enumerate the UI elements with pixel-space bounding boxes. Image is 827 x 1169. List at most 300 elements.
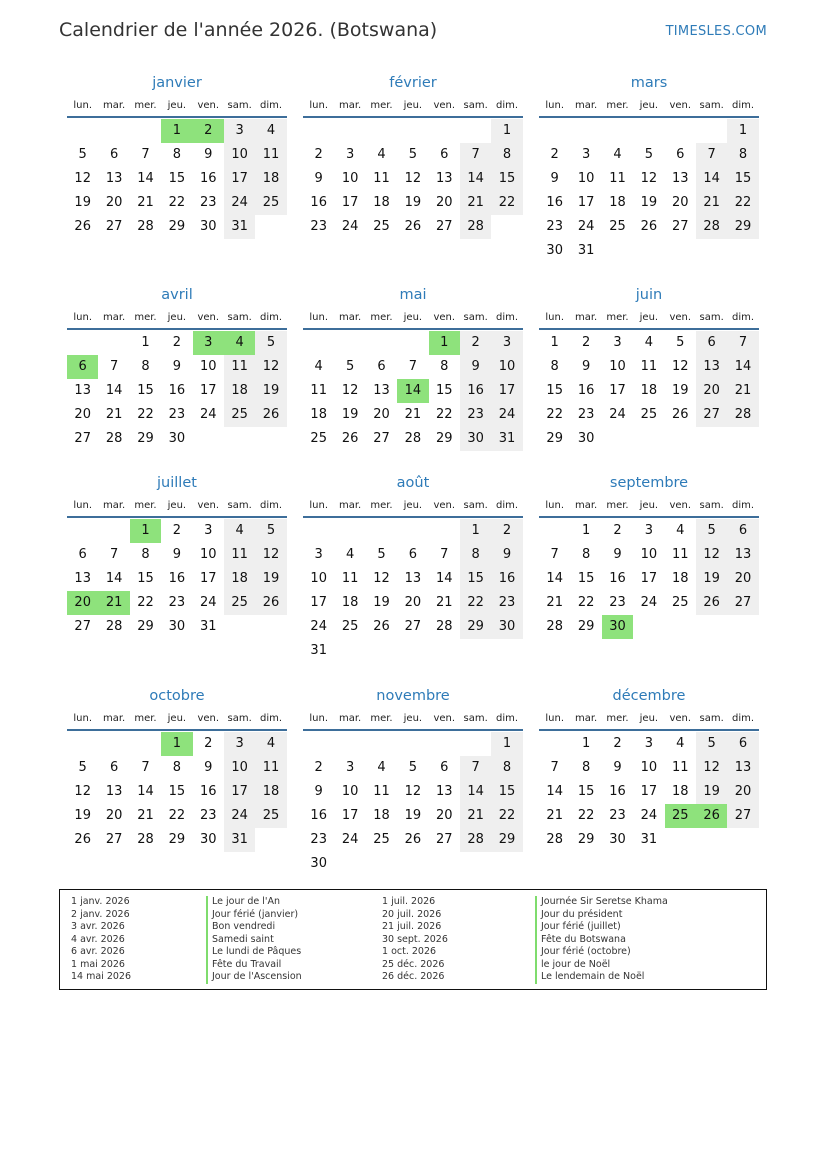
day-cell: 23 xyxy=(546,219,563,234)
day-cell: 3 xyxy=(345,760,355,775)
day-cell: 13 xyxy=(727,543,758,567)
month-name: janvier xyxy=(152,75,202,91)
day-cell: 1 xyxy=(460,519,491,543)
day-cell: 13 xyxy=(671,171,689,186)
day-cell: 11 xyxy=(310,383,327,398)
day-cell: 1 xyxy=(491,732,522,756)
weekday-header xyxy=(67,496,287,518)
holiday-day-cell: 30 xyxy=(602,615,633,639)
day-cell: 27 xyxy=(404,619,422,634)
holiday-day-cell: 4 xyxy=(224,331,255,355)
day-cell: 5 xyxy=(676,335,685,350)
day-cell: 5 xyxy=(255,331,286,355)
day-cell: 26 xyxy=(640,219,658,234)
day-cell: 25 xyxy=(671,595,689,610)
day-cell: 19 xyxy=(696,780,727,804)
day-cell: 29 xyxy=(491,828,522,852)
weekday-header xyxy=(539,709,759,731)
weekday-label: jeu. xyxy=(167,713,187,724)
day-cell: 14 xyxy=(105,383,123,398)
legend-holiday-name: Journée Sir Seretse Khama xyxy=(535,896,668,909)
day-cell: 12 xyxy=(671,359,689,374)
empty-cell xyxy=(67,519,98,543)
day-cell: 9 xyxy=(314,784,323,799)
day-cell: 21 xyxy=(137,195,154,210)
day-grid xyxy=(539,118,759,263)
day-grid xyxy=(539,518,759,639)
day-cell: 23 xyxy=(491,591,522,615)
day-cell: 21 xyxy=(460,804,491,828)
day-cell: 1 xyxy=(141,335,150,350)
day-cell: 4 xyxy=(255,732,286,756)
day-cell: 30 xyxy=(168,431,186,446)
day-cell: 18 xyxy=(310,407,327,422)
weekday-label: ven. xyxy=(669,312,692,323)
day-cell: 2 xyxy=(172,523,181,538)
day-cell: 12 xyxy=(696,756,727,780)
day-cell: 25 xyxy=(341,619,359,634)
weekday-label: lun. xyxy=(545,500,565,511)
month-12 xyxy=(539,683,759,852)
weekday-label: dim. xyxy=(260,500,283,511)
day-cell: 18 xyxy=(373,808,390,823)
month-10 xyxy=(67,683,287,852)
legend-holiday-name: Le lendemain de Noël xyxy=(535,971,668,984)
weekday-label: jeu. xyxy=(167,100,187,111)
day-cell: 30 xyxy=(609,832,626,847)
weekday-label: lun. xyxy=(73,500,93,511)
empty-cell xyxy=(460,119,491,143)
empty-cell xyxy=(130,119,161,143)
weekday-label: jeu. xyxy=(639,312,659,323)
day-cell: 29 xyxy=(435,431,453,446)
day-cell: 11 xyxy=(640,359,658,374)
holiday-day-cell: 1 xyxy=(130,519,161,543)
legend-date: 1 oct. 2026 xyxy=(382,946,437,957)
day-cell: 15 xyxy=(460,567,491,591)
day-cell: 14 xyxy=(460,780,491,804)
day-cell: 8 xyxy=(581,547,591,562)
day-cell: 22 xyxy=(727,191,758,215)
day-cell: 20 xyxy=(435,195,453,210)
day-cell: 17 xyxy=(577,195,595,210)
day-cell: 24 xyxy=(341,219,359,234)
legend-holiday-name: Jour du président xyxy=(535,909,668,922)
weekday-label: mer. xyxy=(370,312,393,323)
day-cell: 31 xyxy=(199,619,217,634)
weekday-label: sam. xyxy=(463,500,488,511)
day-cell: 14 xyxy=(546,784,563,799)
day-cell: 29 xyxy=(137,619,154,634)
weekday-label: mar. xyxy=(574,312,598,323)
weekday-label: mar. xyxy=(338,312,362,323)
day-cell: 7 xyxy=(550,760,559,775)
weekday-label: sam. xyxy=(699,312,724,323)
weekday-label: ven. xyxy=(433,713,456,724)
weekday-label: dim. xyxy=(732,500,755,511)
day-cell: 13 xyxy=(404,571,422,586)
legend-holiday-name: Jour de l'Ascension xyxy=(206,971,302,984)
day-cell: 10 xyxy=(491,355,522,379)
day-cell: 6 xyxy=(676,147,685,162)
day-cell: 28 xyxy=(105,431,123,446)
day-cell: 18 xyxy=(671,784,689,799)
holiday-day-cell: 1 xyxy=(429,331,460,355)
day-cell: 2 xyxy=(550,147,559,162)
weekday-label: dim. xyxy=(732,312,755,323)
day-cell: 9 xyxy=(491,543,522,567)
day-cell: 2 xyxy=(314,760,323,775)
day-cell: 23 xyxy=(168,407,186,422)
weekday-label: ven. xyxy=(669,100,692,111)
day-cell: 9 xyxy=(550,171,559,186)
day-cell: 17 xyxy=(609,383,626,398)
day-cell: 21 xyxy=(460,191,491,215)
day-cell: 3 xyxy=(644,736,653,751)
legend-names-col-1 xyxy=(206,896,302,984)
weekday-label: lun. xyxy=(545,312,565,323)
day-cell: 27 xyxy=(696,403,727,427)
weekday-label: mar. xyxy=(574,713,598,724)
weekday-label: ven. xyxy=(669,713,692,724)
month-4 xyxy=(67,282,287,451)
day-cell: 22 xyxy=(137,595,154,610)
day-cell: 10 xyxy=(224,143,255,167)
weekday-label: lun. xyxy=(545,100,565,111)
day-cell: 17 xyxy=(491,379,522,403)
weekday-label: mer. xyxy=(134,713,157,724)
month-name: août xyxy=(396,475,430,491)
day-cell: 16 xyxy=(609,571,626,586)
day-cell: 25 xyxy=(310,431,327,446)
empty-cell xyxy=(602,119,633,143)
month-11 xyxy=(303,683,523,876)
day-cell: 20 xyxy=(74,407,91,422)
day-cell: 22 xyxy=(577,808,595,823)
weekday-label: ven. xyxy=(197,713,220,724)
weekday-label: jeu. xyxy=(639,500,659,511)
month-1 xyxy=(67,70,287,239)
day-cell: 4 xyxy=(314,359,323,374)
holiday-day-cell: 20 xyxy=(67,591,98,615)
day-cell: 13 xyxy=(74,571,91,586)
day-grid xyxy=(539,330,759,451)
day-cell: 30 xyxy=(491,615,522,639)
weekday-header xyxy=(303,496,523,518)
empty-cell xyxy=(397,119,428,143)
weekday-label: mar. xyxy=(102,713,126,724)
day-cell: 28 xyxy=(546,832,563,847)
empty-cell xyxy=(334,732,365,756)
day-cell: 14 xyxy=(105,571,123,586)
day-cell: 19 xyxy=(74,808,91,823)
weekday-label: ven. xyxy=(669,500,692,511)
day-cell: 20 xyxy=(727,567,758,591)
page-title: Calendrier de l'année 2026. (Botswana) xyxy=(59,19,438,41)
day-cell: 29 xyxy=(577,619,595,634)
day-cell: 23 xyxy=(310,832,327,847)
weekday-label: ven. xyxy=(433,312,456,323)
day-cell: 15 xyxy=(168,171,186,186)
day-cell: 11 xyxy=(609,171,626,186)
day-cell: 13 xyxy=(373,383,390,398)
day-cell: 26 xyxy=(671,407,689,422)
day-cell: 9 xyxy=(204,147,213,162)
day-cell: 13 xyxy=(105,784,123,799)
day-grid xyxy=(303,118,523,239)
weekday-header xyxy=(303,709,523,731)
legend-date: 3 avr. 2026 xyxy=(71,921,125,932)
day-cell: 20 xyxy=(373,407,390,422)
day-cell: 7 xyxy=(550,547,559,562)
day-cell: 15 xyxy=(546,383,563,398)
weekday-label: mer. xyxy=(370,100,393,111)
day-grid xyxy=(303,330,523,451)
legend-holiday-name: Bon vendredi xyxy=(206,921,302,934)
day-cell: 2 xyxy=(613,736,622,751)
day-grid xyxy=(539,731,759,852)
day-cell: 29 xyxy=(577,832,595,847)
day-cell: 17 xyxy=(199,571,217,586)
weekday-header xyxy=(539,308,759,330)
day-cell: 16 xyxy=(199,171,217,186)
legend-holiday-name: Jour férié (octobre) xyxy=(535,946,668,959)
day-cell: 22 xyxy=(137,407,154,422)
day-cell: 5 xyxy=(377,547,386,562)
day-cell: 13 xyxy=(74,383,91,398)
day-cell: 23 xyxy=(460,403,491,427)
weekday-label: ven. xyxy=(197,312,220,323)
day-cell: 7 xyxy=(408,359,417,374)
legend-date: 26 déc. 2026 xyxy=(382,971,445,982)
day-cell: 23 xyxy=(609,808,626,823)
day-cell: 6 xyxy=(377,359,386,374)
day-cell: 26 xyxy=(404,832,422,847)
day-cell: 15 xyxy=(577,571,595,586)
day-cell: 12 xyxy=(74,784,91,799)
day-cell: 9 xyxy=(172,359,181,374)
day-cell: 10 xyxy=(640,547,658,562)
day-cell: 17 xyxy=(640,784,658,799)
month-name: octobre xyxy=(149,688,205,704)
weekday-label: lun. xyxy=(73,713,93,724)
day-cell: 5 xyxy=(408,760,417,775)
day-cell: 19 xyxy=(404,195,422,210)
day-cell: 8 xyxy=(172,760,181,775)
weekday-header xyxy=(539,496,759,518)
weekday-label: mar. xyxy=(338,500,362,511)
empty-cell xyxy=(303,519,334,543)
month-3 xyxy=(539,70,759,263)
weekday-label: mer. xyxy=(370,500,393,511)
day-cell: 12 xyxy=(255,355,286,379)
day-cell: 24 xyxy=(224,191,255,215)
day-cell: 27 xyxy=(74,619,91,634)
day-cell: 27 xyxy=(671,219,689,234)
day-cell: 25 xyxy=(609,219,626,234)
day-cell: 11 xyxy=(373,784,390,799)
weekday-label: sam. xyxy=(227,713,252,724)
holiday-day-cell: 26 xyxy=(696,804,727,828)
day-cell: 7 xyxy=(696,143,727,167)
legend-names-col-2 xyxy=(535,896,668,984)
weekday-label: jeu. xyxy=(403,100,423,111)
weekday-label: mer. xyxy=(134,312,157,323)
legend-holiday-name: Le lundi de Pâques xyxy=(206,946,302,959)
weekday-label: sam. xyxy=(463,312,488,323)
empty-cell xyxy=(303,732,334,756)
day-cell: 21 xyxy=(727,379,758,403)
legend-date: 1 janv. 2026 xyxy=(71,896,130,907)
day-cell: 12 xyxy=(404,171,422,186)
day-cell: 6 xyxy=(78,547,87,562)
weekday-label: lun. xyxy=(545,713,565,724)
day-cell: 31 xyxy=(640,832,658,847)
weekday-label: sam. xyxy=(227,100,252,111)
month-name: décembre xyxy=(612,688,686,704)
day-cell: 9 xyxy=(204,760,213,775)
weekday-label: mar. xyxy=(102,500,126,511)
day-cell: 3 xyxy=(613,335,622,350)
day-cell: 29 xyxy=(460,615,491,639)
day-cell: 5 xyxy=(696,732,727,756)
day-grid xyxy=(67,518,287,639)
day-cell: 21 xyxy=(696,191,727,215)
day-cell: 15 xyxy=(491,167,522,191)
day-cell: 25 xyxy=(373,219,390,234)
day-cell: 23 xyxy=(310,219,327,234)
day-cell: 22 xyxy=(491,191,522,215)
day-cell: 24 xyxy=(341,832,359,847)
day-cell: 11 xyxy=(224,355,255,379)
empty-cell xyxy=(303,331,334,355)
day-cell: 17 xyxy=(341,808,359,823)
day-cell: 8 xyxy=(581,760,591,775)
day-cell: 6 xyxy=(440,147,449,162)
day-cell: 30 xyxy=(199,832,217,847)
day-cell: 27 xyxy=(105,832,123,847)
empty-cell xyxy=(397,331,428,355)
day-cell: 20 xyxy=(696,379,727,403)
day-cell: 17 xyxy=(341,195,359,210)
legend-date: 30 sept. 2026 xyxy=(382,933,448,945)
weekday-label: dim. xyxy=(496,713,519,724)
day-cell: 16 xyxy=(168,383,186,398)
weekday-label: jeu. xyxy=(403,312,423,323)
weekday-label: mar. xyxy=(338,100,362,111)
holiday-day-cell: 1 xyxy=(161,119,192,143)
day-cell: 25 xyxy=(224,591,255,615)
day-cell: 1 xyxy=(581,736,591,751)
day-cell: 11 xyxy=(373,171,390,186)
holiday-day-cell: 3 xyxy=(193,331,224,355)
day-cell: 3 xyxy=(224,119,255,143)
weekday-label: lun. xyxy=(73,312,93,323)
day-cell: 10 xyxy=(199,547,217,562)
day-cell: 9 xyxy=(172,547,181,562)
day-cell: 14 xyxy=(460,167,491,191)
day-cell: 31 xyxy=(577,243,595,258)
day-cell: 17 xyxy=(310,595,327,610)
day-grid xyxy=(67,330,287,451)
empty-cell xyxy=(366,331,397,355)
weekday-label: ven. xyxy=(433,100,456,111)
weekday-label: mar. xyxy=(574,500,598,511)
weekday-label: mar. xyxy=(574,100,598,111)
day-cell: 29 xyxy=(137,431,154,446)
day-cell: 18 xyxy=(224,379,255,403)
day-cell: 27 xyxy=(435,219,453,234)
empty-cell xyxy=(98,732,129,756)
day-cell: 9 xyxy=(613,760,622,775)
day-cell: 4 xyxy=(377,147,386,162)
site-link[interactable]: TIMESLES.COM xyxy=(665,24,767,39)
weekday-label: mer. xyxy=(134,100,157,111)
empty-cell xyxy=(429,732,460,756)
day-cell: 9 xyxy=(613,547,622,562)
empty-cell xyxy=(67,331,98,355)
weekday-label: sam. xyxy=(699,100,724,111)
day-cell: 26 xyxy=(255,591,286,615)
day-cell: 1 xyxy=(491,119,522,143)
day-cell: 27 xyxy=(74,431,91,446)
weekday-header xyxy=(303,308,523,330)
legend-date: 1 mai 2026 xyxy=(71,958,125,970)
weekday-label: jeu. xyxy=(403,713,423,724)
month-name: avril xyxy=(161,287,193,303)
weekday-label: sam. xyxy=(227,500,252,511)
empty-cell xyxy=(334,331,365,355)
day-cell: 3 xyxy=(345,147,355,162)
day-cell: 24 xyxy=(224,804,255,828)
day-cell: 16 xyxy=(546,195,563,210)
day-cell: 19 xyxy=(640,195,658,210)
day-cell: 16 xyxy=(577,383,595,398)
day-cell: 23 xyxy=(199,195,217,210)
weekday-label: jeu. xyxy=(639,713,659,724)
day-cell: 18 xyxy=(609,195,626,210)
weekday-label: jeu. xyxy=(639,100,659,111)
day-cell: 11 xyxy=(224,543,255,567)
day-cell: 24 xyxy=(577,219,595,234)
day-cell: 23 xyxy=(609,595,626,610)
month-8 xyxy=(303,470,523,663)
weekday-label: jeu. xyxy=(167,500,187,511)
weekday-label: sam. xyxy=(699,713,724,724)
weekday-header xyxy=(67,308,287,330)
month-name: février xyxy=(389,75,437,91)
day-cell: 7 xyxy=(460,143,491,167)
day-cell: 1 xyxy=(550,335,559,350)
legend-date: 21 juil. 2026 xyxy=(382,921,442,932)
day-cell: 14 xyxy=(546,571,563,586)
day-cell: 25 xyxy=(640,407,658,422)
day-cell: 24 xyxy=(199,595,217,610)
day-cell: 11 xyxy=(255,143,286,167)
day-grid xyxy=(67,731,287,852)
day-cell: 12 xyxy=(373,571,390,586)
legend-date: 14 mai 2026 xyxy=(71,971,132,982)
day-cell: 2 xyxy=(460,331,491,355)
day-cell: 27 xyxy=(727,591,758,615)
day-cell: 27 xyxy=(105,219,123,234)
day-cell: 10 xyxy=(341,171,359,186)
day-cell: 4 xyxy=(613,147,622,162)
day-cell: 30 xyxy=(546,243,563,258)
day-cell: 21 xyxy=(546,808,563,823)
month-9 xyxy=(539,470,759,639)
weekday-label: lun. xyxy=(309,500,329,511)
